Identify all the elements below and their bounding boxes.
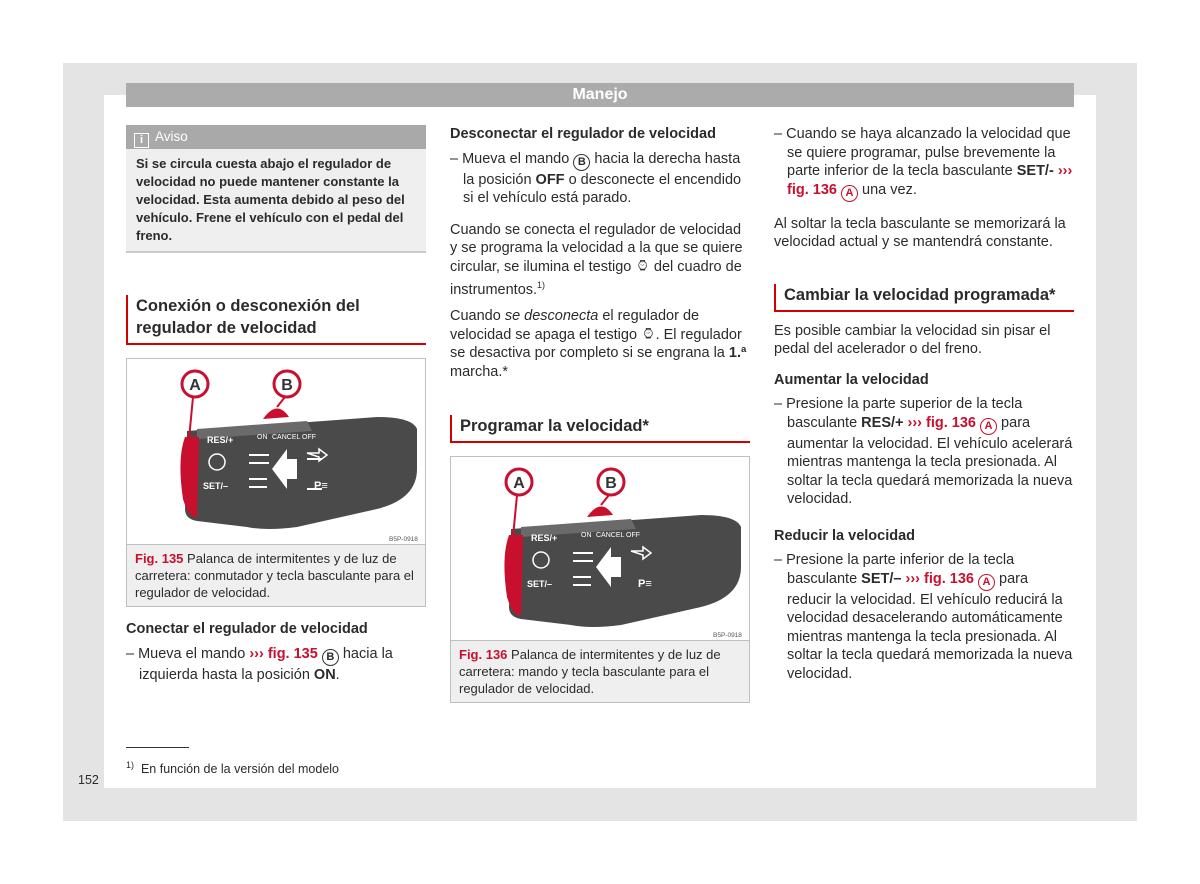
caption-text: Palanca de intermitentes y de luz de carretera: mando y tecla basculante para el regulador de velocidad. (459, 647, 721, 697)
paragraph-testigo-on: Cuando se conecta el regulador de velocidad y se programa la velocidad a la que se quiere circular, se ilumina el testigo ⌚︎ del cuadro de instrumentos.$^{1)}$ (450, 221, 743, 298)
fig-link[interactable]: ››› fig. 136 (787, 163, 1073, 198)
section-title-conexion: Conexión o desconexión del regulador de velocidad (126, 295, 426, 345)
figure-135 (126, 358, 426, 607)
aviso-box (126, 125, 426, 253)
list-item-programar: – Cuando se haya alcanzado la velocidad que se quiere programar, pulse brevemente la parte inferior de la tecla basculante SET/- ››› fig. 136 A una vez. (774, 125, 1074, 202)
svg-text:RES/+: RES/+ (531, 533, 558, 544)
figure-135-caption (127, 545, 425, 606)
list-item-conectar: – Mueva el mando ››› fig. 135 B hacia la izquierda hasta la posición ON. (126, 645, 393, 683)
callout-b: B (281, 377, 293, 394)
subheading-aumentar: Aumentar la velocidad (774, 371, 929, 388)
aviso-text: Si se circula cuesta abajo el regulador de velocidad no puede mantener constante la velocidad. Esta aumenta debido al peso del vehículo. Frene el vehículo con el pedal del freno. (136, 156, 405, 243)
rocker-a (504, 535, 523, 615)
callout-ref: B (573, 154, 590, 171)
footnote-divider (126, 747, 189, 748)
paragraph-cambiar: Es posible cambiar la velocidad sin pisar el pedal del acelerador o del freno. (774, 322, 1051, 357)
page-header: Manejo (126, 83, 1074, 107)
section-title-cambiar: Cambiar la velocidad programada* (774, 284, 1074, 312)
info-icon: i (134, 133, 149, 148)
subheading-reducir: Reducir la velocidad (774, 527, 916, 544)
fig-link[interactable]: ››› fig. 135 (249, 645, 318, 662)
figure-code: B5P-0918 (713, 632, 742, 640)
callout-ref: B (322, 649, 339, 666)
column-right (774, 125, 1074, 683)
lever-illustration (127, 359, 425, 545)
aviso-header (126, 125, 426, 149)
svg-text:RES/+: RES/+ (207, 435, 234, 445)
footnote: $^{1)}$ En función de la versión del modelo (126, 760, 340, 777)
svg-text:OFF: OFF (302, 434, 316, 441)
svg-text:ON: ON (257, 434, 268, 441)
callout-ref: A (978, 574, 995, 591)
callout-ref: A (841, 185, 858, 202)
rocker-a (180, 437, 199, 517)
figure-code: B5P-0918 (389, 536, 418, 543)
switch-b (263, 408, 289, 419)
svg-text:CANCEL: CANCEL (596, 532, 625, 540)
svg-text:SET/–: SET/– (203, 481, 229, 491)
callout-a: A (189, 377, 201, 394)
aviso-title: Aviso (155, 129, 188, 144)
svg-text:SET/–: SET/– (527, 579, 553, 590)
page-number: 152 (78, 773, 99, 787)
svg-text:P≡: P≡ (638, 578, 652, 591)
list-item-reducir: – Presione la parte inferior de la tecla basculante SET/– ››› fig. 136 A para reducir la velocidad. El vehículo reducirá la velocidad desacelerando automáticamente mientras mantenga la tecla presionada. Al soltar la tecla quedará memorizada la nueva velocidad. (774, 552, 1073, 682)
subheading-conectar: Conectar el regulador de velocidad (126, 621, 368, 637)
svg-text:ON: ON (581, 532, 592, 540)
column-left (126, 125, 426, 684)
list-item-desconectar: – Mueva el mando B hacia la derecha hasta la posición OFF o desconecte el encendido si el vehículo está parado. (450, 150, 742, 206)
figure-135-image (127, 359, 425, 545)
figure-136-image (451, 457, 749, 641)
svg-text:P≡: P≡ (314, 480, 328, 492)
fig-link[interactable]: ››› fig. 136 (901, 570, 974, 587)
figure-136 (450, 456, 750, 703)
fig-link[interactable]: ››› fig. 136 (903, 414, 976, 431)
svg-text:OFF: OFF (626, 532, 640, 540)
figure-136-caption (451, 641, 749, 702)
figure-label: Fig. 136 (459, 647, 508, 663)
callout-a: A (513, 475, 525, 493)
callout-b: B (605, 475, 617, 493)
svg-text:CANCEL: CANCEL (272, 434, 301, 441)
list-item-aumentar: – Presione la parte superior de la tecla basculante RES/+ ››› fig. 136 A para aumentar la velocidad. El vehículo acelerará mientras mantenga la tecla presionada. Al soltar la tecla quedará memorizada la nueva velocidad. (774, 396, 1073, 507)
lever-illustration (451, 457, 749, 641)
paragraph-testigo-off: Cuando se desconecta el regulador de velocidad se apaga el testigo ⌚︎. El regulador se desactiva por completo si se engrana la 1.ª marcha.* (450, 308, 747, 380)
switch-b (587, 507, 613, 518)
cruise-warning-icon: ⌚︎ (635, 258, 650, 275)
column-middle (450, 125, 750, 703)
callout-ref: A (980, 418, 997, 435)
figure-label: Fig. 135 (135, 551, 184, 566)
caption-text: Palanca de intermitentes y de luz de carretera: conmutador y tecla basculante para el regulador de velocidad. (135, 551, 414, 600)
subheading-desconectar: Desconectar el regulador de velocidad (450, 126, 716, 142)
paragraph-memorizar: Al soltar la tecla basculante se memorizará la velocidad actual y se mantendrá constante. (774, 215, 1066, 250)
cruise-warning-icon: ⌚︎ (641, 326, 656, 343)
section-title-programar: Programar la velocidad* (450, 415, 750, 443)
